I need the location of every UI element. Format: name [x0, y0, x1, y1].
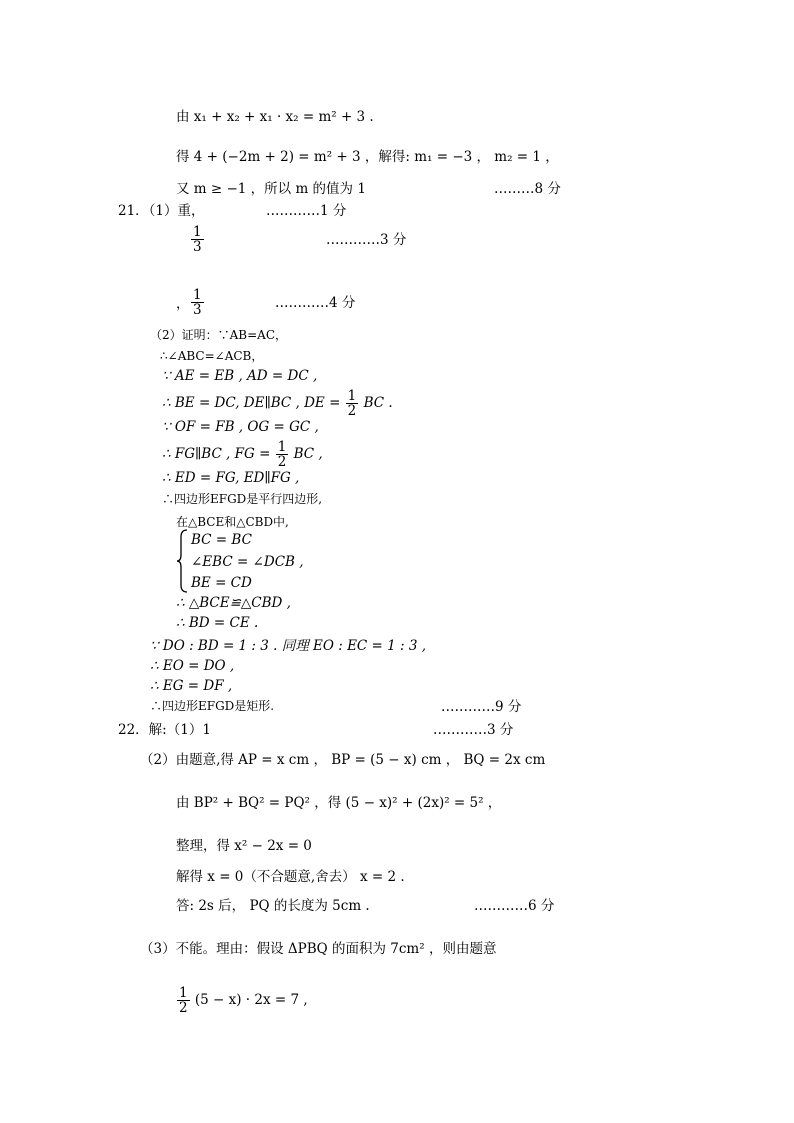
text-line: ∴ ED = FG, ED∥FG ,: [162, 470, 300, 486]
text-line: ∴ EO = DO ,: [150, 658, 235, 674]
text-line: [162, 440, 323, 469]
fraction: [190, 225, 205, 254]
denominator: 2: [347, 403, 357, 420]
system-line: BE = CD: [191, 575, 252, 591]
score-mark: …………3 分: [433, 722, 514, 738]
text-segment: (5 − x) · 2x = 7 ,: [194, 992, 308, 1009]
left-brace-icon: [176, 529, 188, 593]
text-line: （3）不能。理由：假设 ΔPBQ 的面积为 7cm² ，则由题意: [140, 941, 497, 957]
score-mark: …………9 分: [441, 699, 522, 715]
text-line: ∴ BD = CE .: [176, 615, 259, 631]
text-line: ∴ △BCE≌△CBD ,: [176, 595, 291, 611]
text-line: [162, 389, 393, 418]
numerator: 1: [277, 439, 287, 455]
text-line: 整理，得 x² − 2x = 0: [176, 838, 312, 854]
text-segment: BC .: [363, 395, 393, 412]
numerator: 1: [193, 224, 202, 240]
system-line: ∠EBC = ∠DCB ,: [191, 554, 304, 570]
text-line: [176, 986, 308, 1015]
numerator: 1: [179, 985, 188, 1001]
score-mark: …………3 分: [326, 232, 407, 248]
denominator: 3: [193, 239, 202, 256]
numerator: 1: [193, 287, 202, 303]
system-line: BC = BC: [191, 532, 252, 548]
fraction: [190, 288, 205, 317]
text-line: ∵ AE = EB , AD = DC ,: [162, 368, 318, 384]
denominator: 3: [193, 302, 202, 319]
question-22: 22．解:（1）1: [118, 722, 211, 738]
text-line: ∵ OF = FB , OG = GC ,: [162, 419, 319, 435]
score-mark: ………8 分: [494, 181, 561, 197]
text-line: 解得 x = 0（不合题意,舍去） x = 2 .: [176, 869, 405, 885]
text-line: 得 4 + (−2m + 2) = m² + 3 ，解得: m₁ = −3 ， m₂ = 1 ，: [176, 149, 559, 165]
text-line: 由 x₁ + x₂ + x₁ · x₂ = m² + 3 .: [176, 109, 374, 125]
score-mark: …………1 分: [266, 203, 347, 219]
text-line: 答: 2s 后， PQ 的长度为 5cm .: [176, 898, 370, 914]
text-line: ∴四边形EFGD是平行四边形,: [162, 492, 323, 506]
denominator: 2: [277, 454, 287, 471]
text-line: 又 m ≥ −1 ，所以 m 的值为 1: [176, 181, 366, 197]
text-line: ∴ EG = DF ,: [150, 678, 233, 694]
denominator: 2: [179, 1000, 188, 1017]
numerator: 1: [347, 388, 357, 404]
score-mark: …………4 分: [275, 295, 356, 311]
score-mark: …………6 分: [474, 898, 555, 914]
text-line: 由 BP² + BQ² = PQ² ，得 (5 − x)² + (2x)² = 5² ，: [176, 795, 502, 811]
text-segment: ∴ FG∥BC , FG =: [162, 446, 271, 463]
text-line: （2）证明：∵AB=AC，: [150, 328, 288, 342]
text-line: ∵ DO : BD = 1 : 3 . 同理 EO : EC = 1 : 3 ,: [150, 638, 427, 654]
text-line: ∴∠ABC=∠ACB，: [160, 349, 264, 363]
text-line: 在△BCE和△CBD中,: [176, 515, 289, 529]
text-line: ∴四边形EFGD是矩形.: [150, 699, 275, 713]
question-21: 21．（1）重，: [118, 203, 205, 219]
text-line: （2）由题意,得 AP = x cm ， BP = (5 − x) cm ， BQ = 2x cm: [140, 752, 546, 768]
text-segment: ∴ BE = DC, DE∥BC , DE =: [162, 395, 341, 412]
text-line: ，: [176, 296, 190, 312]
text-segment: BC ,: [293, 446, 323, 463]
